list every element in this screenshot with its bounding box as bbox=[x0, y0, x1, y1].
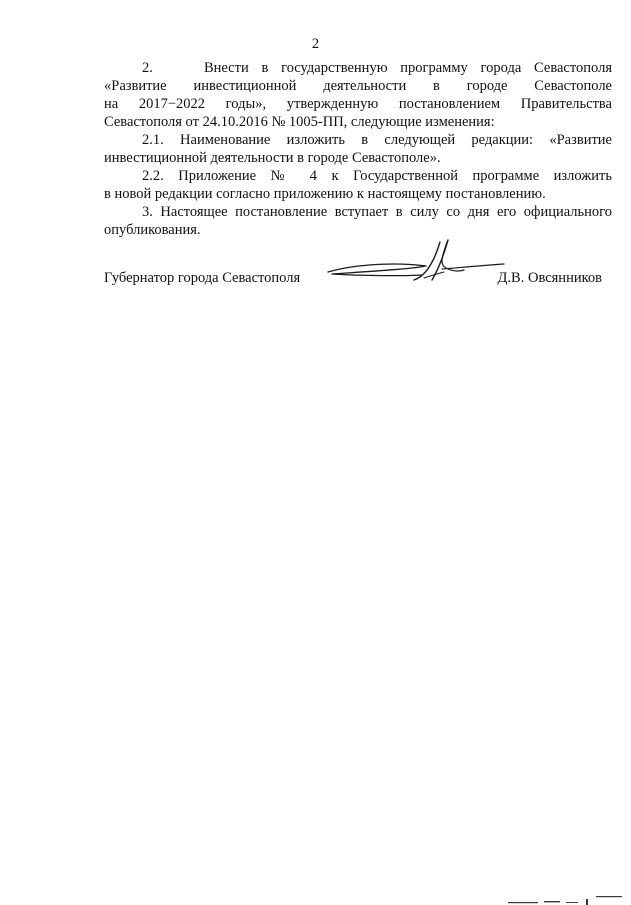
scan-artifact bbox=[500, 893, 631, 905]
paragraph-3 bbox=[104, 203, 612, 239]
text-line: Севастополя от 24.10.2016 № 1005-ПП, следующие изменения: bbox=[104, 114, 495, 130]
text-line: в новой редакции согласно приложению к настоящему постановлению. bbox=[104, 186, 546, 202]
text-line: опубликования. bbox=[104, 222, 201, 238]
text-line: 2. Внести в государственную программу города Севастополя bbox=[142, 60, 612, 76]
paragraph-2-1 bbox=[104, 131, 612, 167]
text-line: 2.2. Приложение № 4 к Государственной программе изложить bbox=[142, 168, 612, 184]
paragraph-2-2 bbox=[104, 167, 612, 203]
text-line: 3. Настоящее постановление вступает в силу со дня его официального bbox=[142, 204, 612, 220]
text-line: 2.1. Наименование изложить в следующей редакции: «Развитие bbox=[142, 132, 612, 148]
text-line: инвестиционной деятельности в городе Севастополе». bbox=[104, 150, 441, 166]
signature-block bbox=[104, 264, 602, 294]
signer-position: Губернатор города Севастополя bbox=[104, 270, 301, 286]
page-number: 2 bbox=[311, 36, 320, 52]
text-line: «Развитие инвестиционной деятельности в городе Севастополе bbox=[104, 78, 612, 94]
paragraph-2 bbox=[104, 59, 612, 131]
signer-name: Д.В. Овсянников bbox=[497, 270, 602, 286]
text-line: на 2017−2022 годы», утвержденную постановлением Правительства bbox=[104, 96, 612, 112]
document-body bbox=[104, 59, 612, 239]
handwritten-signature bbox=[326, 238, 506, 294]
